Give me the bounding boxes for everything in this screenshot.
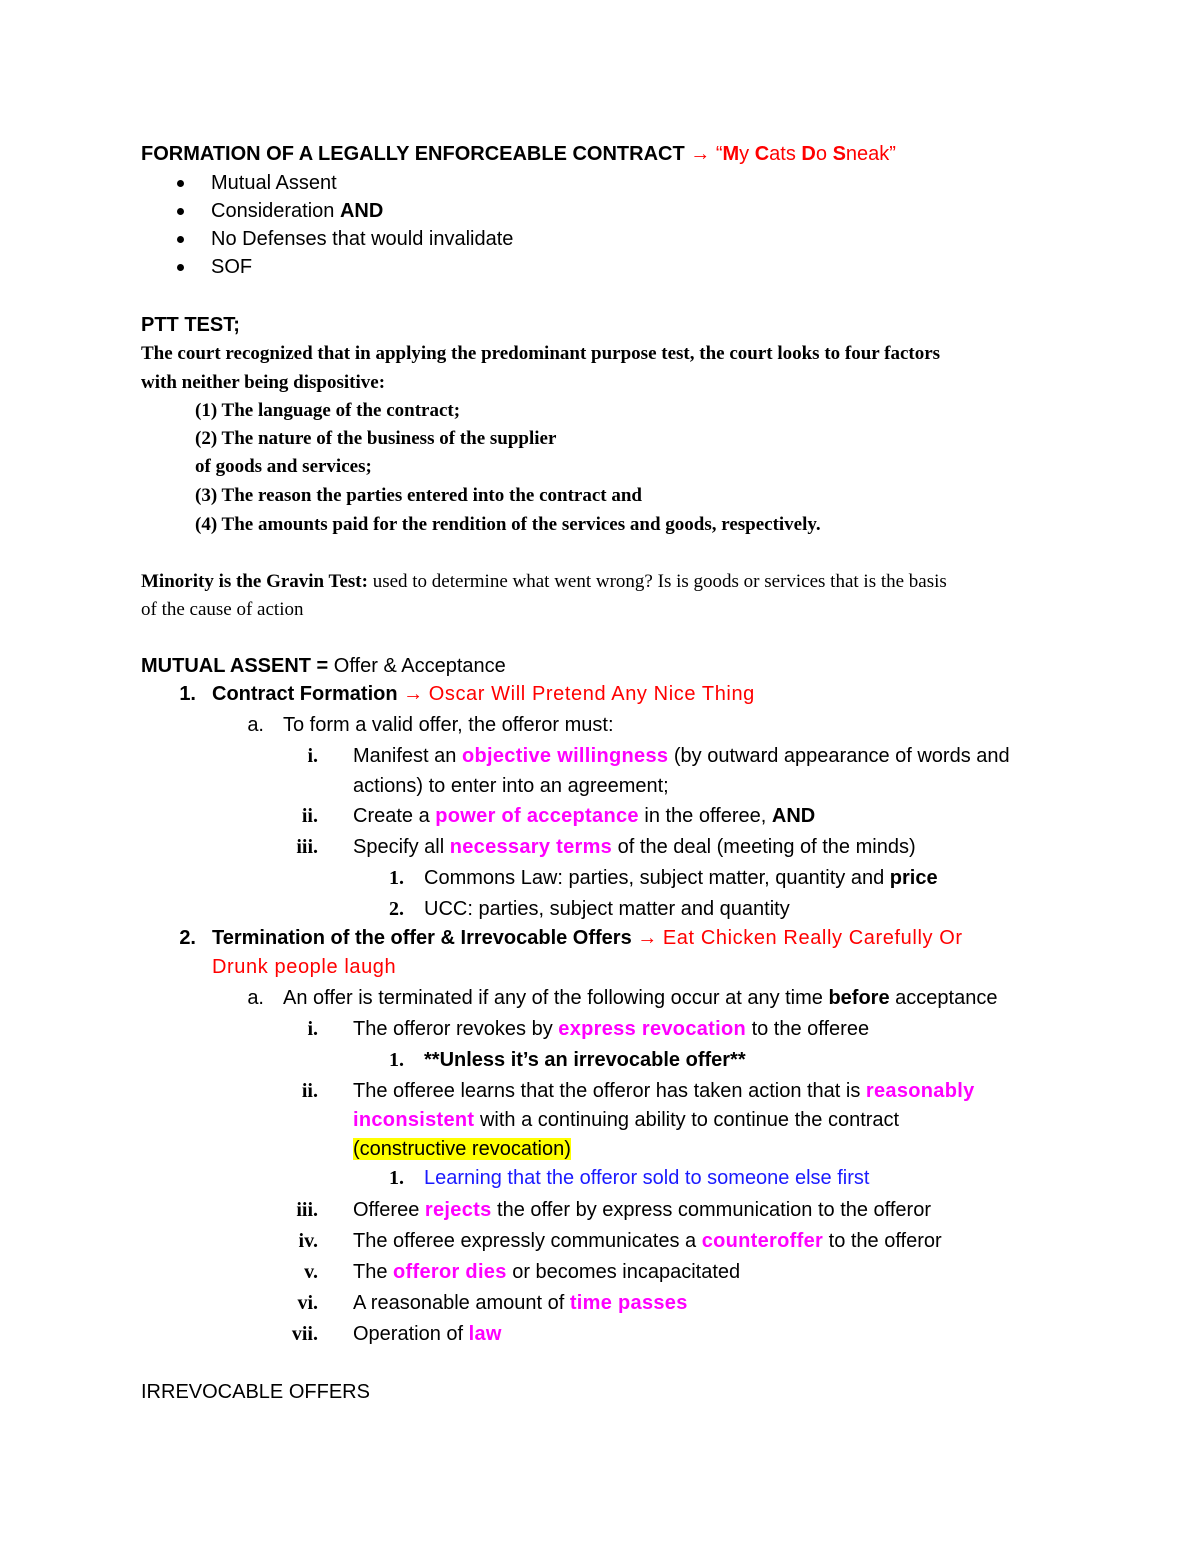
list-roman: i.: [307, 1018, 318, 1040]
mnemonic-letter: M: [722, 143, 740, 165]
list-roman: v.: [304, 1261, 318, 1283]
list-item: Operation of law: [353, 1323, 502, 1345]
mutual-assent-heading: MUTUAL ASSENT = Offer & Acceptance: [141, 655, 506, 677]
contract-formation-title: Contract Formation: [212, 683, 398, 705]
list-number: 2.: [389, 898, 404, 920]
ptt-factor: (3) The reason the parties entered into the contract and: [195, 485, 642, 506]
list-item: An offer is terminated if any of the following occur at any time before acceptance: [283, 987, 998, 1009]
key-term: power of acceptance: [435, 805, 639, 827]
formation-heading: FORMATION OF A LEGALLY ENFORCEABLE CONTRACT: [141, 143, 685, 165]
bullet-item: Mutual Assent: [211, 172, 337, 194]
list-roman: iii.: [296, 1199, 318, 1221]
list-item-continued: inconsistent with a continuing ability to continue the contract: [353, 1109, 900, 1131]
list-roman: iv.: [298, 1230, 318, 1252]
list-item: Specify all necessary terms of the deal (meeting of the minds): [353, 836, 916, 858]
bullet-dot: [177, 264, 184, 271]
key-term: express revocation: [558, 1018, 747, 1040]
ptt-factor: (2) The nature of the business of the supplier: [195, 428, 557, 449]
list-item: Commons Law: parties, subject matter, quantity and price: [424, 867, 938, 889]
contract-formation-line: Contract Formation → Oscar Will Pretend Any Nice Thing: [212, 683, 755, 705]
list-roman: i.: [307, 745, 318, 767]
list-item: The offeror revokes by express revocation to the offeree: [353, 1018, 870, 1040]
list-number: 2.: [179, 927, 196, 949]
list-item: **Unless it’s an irrevocable offer**: [424, 1049, 746, 1071]
termination-line: Termination of the offer & Irrevocable Offers → Eat Chicken Really Carefully Or: [212, 927, 963, 949]
formation-arrow: → “: [684, 143, 723, 165]
list-item: Manifest an objective willingness (by outward appearance of words and: [353, 745, 1010, 767]
list-item: The offeror dies or becomes incapacitated: [353, 1261, 741, 1283]
mnemonic-letter: D: [801, 143, 816, 165]
key-term: law: [468, 1323, 502, 1345]
key-term: reasonably: [865, 1080, 975, 1102]
mnemonic-letter: S: [832, 143, 846, 165]
contract-formation-mnemonic: Oscar Will Pretend Any Nice Thing: [428, 683, 755, 705]
gravin-label: Minority is the Gravin Test:: [141, 571, 368, 592]
bullet-item: Consideration AND: [211, 200, 384, 222]
list-letter: a.: [247, 714, 264, 736]
list-item: The offeree expressly communicates a counteroffer to the offeror: [353, 1230, 942, 1252]
highlighted-text: (constructive revocation): [353, 1138, 571, 1160]
list-roman: ii.: [301, 1080, 318, 1102]
list-number: 1.: [179, 683, 196, 705]
termination-mnemonic-continued: Drunk people laugh: [212, 956, 397, 978]
key-term: necessary terms: [449, 836, 613, 858]
list-item: UCC: parties, subject matter and quantity: [424, 898, 790, 920]
list-roman: vii.: [291, 1323, 318, 1345]
key-term: time passes: [569, 1292, 688, 1314]
list-item-continued: [353, 1135, 571, 1163]
list-number: 1.: [389, 1049, 404, 1071]
bullet-dot: [177, 208, 184, 215]
key-term: offeror dies: [393, 1261, 507, 1283]
gravin-text-continued: of the cause of action: [141, 599, 304, 620]
list-number: 1.: [389, 867, 404, 889]
irrevocable-offers-heading: IRREVOCABLE OFFERS: [141, 1381, 370, 1403]
list-item: A reasonable amount of time passes: [353, 1292, 688, 1314]
formation-heading-line: [141, 140, 896, 168]
ptt-factor: (1) The language of the contract;: [195, 400, 461, 421]
key-term: inconsistent: [353, 1109, 475, 1131]
ptt-intro-line: The court recognized that in applying the predominant purpose test, the court looks to four factors: [141, 343, 941, 364]
bullet-dot: [177, 236, 184, 243]
termination-mnemonic: Eat Chicken Really Carefully Or: [662, 927, 963, 949]
mnemonic-rest: y: [739, 143, 755, 165]
ptt-factor: (4) The amounts paid for the rendition of the services and goods, respectively.: [195, 514, 821, 535]
ptt-intro-line: with neither being dispositive:: [141, 372, 386, 393]
ptt-factor: of goods and services;: [195, 456, 372, 477]
key-term: counteroffer: [701, 1230, 824, 1252]
gravin-text: used to determine what went wrong? Is is goods or services that is the basis: [367, 571, 947, 592]
list-item-continued: actions) to enter into an agreement;: [353, 775, 669, 797]
formation-close-quote: ”: [889, 143, 896, 165]
bullet-item: SOF: [211, 256, 253, 278]
bullet-dot: [177, 180, 184, 187]
list-item: The offeree learns that the offeror has taken action that is reasonably: [353, 1080, 975, 1102]
bullet-item: No Defenses that would invalidate: [211, 228, 514, 250]
list-number: 1.: [389, 1167, 404, 1189]
key-term: objective willingness: [461, 745, 669, 767]
list-item: Create a power of acceptance in the offeree, AND: [353, 805, 816, 827]
key-term: rejects: [424, 1199, 492, 1221]
list-roman: ii.: [301, 805, 318, 827]
list-item: Offeree rejects the offer by express communication to the offeror: [353, 1199, 931, 1221]
ptt-heading: PTT TEST;: [141, 314, 240, 336]
termination-title: Termination of the offer & Irrevocable Offers: [212, 927, 632, 949]
mnemonic-rest: neak: [845, 143, 890, 165]
mnemonic-rest: o: [815, 143, 833, 165]
mnemonic-rest: ats: [769, 143, 802, 165]
list-letter: a.: [247, 987, 264, 1009]
list-roman: iii.: [296, 836, 318, 858]
list-item: To form a valid offer, the offeror must:: [283, 714, 614, 736]
example-item: Learning that the offeror sold to someone else first: [424, 1167, 870, 1189]
list-roman: vi.: [297, 1292, 318, 1314]
gravin-line: [141, 568, 947, 596]
mnemonic-letter: C: [754, 143, 770, 165]
